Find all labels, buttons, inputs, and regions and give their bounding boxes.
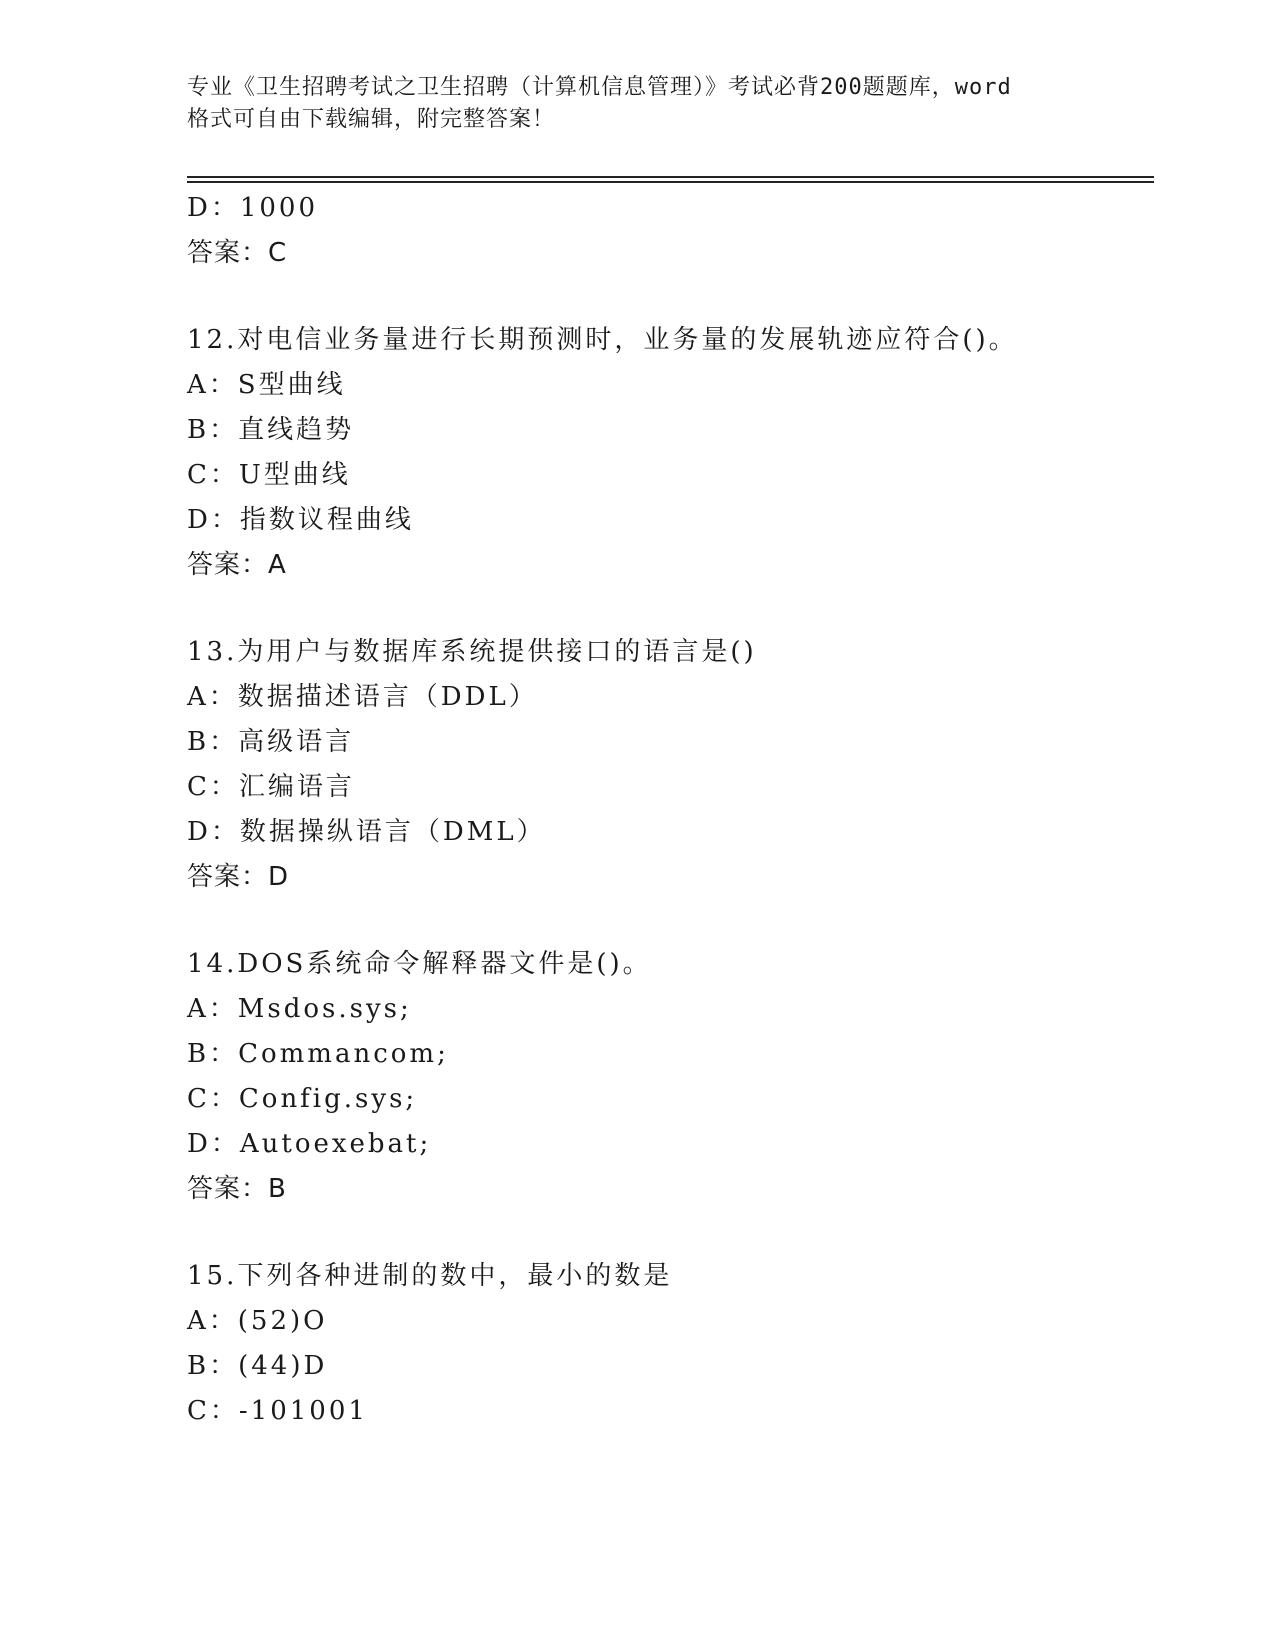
- header-line-1: 专业《卫生招聘考试之卫生招聘（计算机信息管理）》考试必背200题题库，word: [187, 75, 1012, 100]
- option-line: A：Msdos.sys;: [187, 994, 412, 1024]
- option-line: D：Autoexebat;: [187, 1129, 432, 1159]
- question-text: 15.下列各种进制的数中，最小的数是: [187, 1261, 673, 1291]
- option-line: C：U型曲线: [187, 460, 351, 490]
- option-line: D：1000: [187, 193, 319, 223]
- question-block: [187, 1259, 1147, 1428]
- header-rule-top: [187, 176, 1154, 178]
- question-block: [187, 323, 1147, 582]
- option-line: C：Config.sys;: [187, 1084, 418, 1114]
- option-line: A：S型曲线: [187, 370, 346, 400]
- option-line: D：数据操纵语言（DML）: [187, 817, 546, 847]
- question-block: [187, 947, 1147, 1206]
- answer-line: 答案：A: [187, 550, 287, 580]
- option-line: B：Commancom;: [187, 1039, 449, 1069]
- option-line: D：指数议程曲线: [187, 505, 414, 535]
- question-text: 14.DOS系统命令解释器文件是()。: [187, 949, 652, 979]
- option-line: B：(44)D: [187, 1351, 328, 1381]
- answer-line: 答案：C: [187, 238, 288, 268]
- option-line: C：-101001: [187, 1396, 368, 1426]
- option-line: C：汇编语言: [187, 772, 355, 802]
- option-line: A：数据描述语言（DDL）: [187, 682, 538, 712]
- question-list: [187, 191, 1147, 1439]
- question-block: [187, 635, 1147, 894]
- header-rule-bottom: [187, 181, 1154, 183]
- question-block: [187, 191, 1147, 270]
- header-line-2: 格式可自由下载编辑，附完整答案！: [187, 107, 556, 132]
- option-line: B：高级语言: [187, 727, 355, 757]
- document-header: [187, 72, 1107, 136]
- option-line: A：(52)O: [187, 1306, 328, 1336]
- question-text: 12.对电信业务量进行长期预测时，业务量的发展轨迹应符合()。: [187, 325, 1018, 355]
- answer-line: 答案：B: [187, 1174, 287, 1204]
- option-line: B：直线趋势: [187, 415, 355, 445]
- answer-line: 答案：D: [187, 862, 290, 892]
- question-text: 13.为用户与数据库系统提供接口的语言是(): [187, 637, 757, 667]
